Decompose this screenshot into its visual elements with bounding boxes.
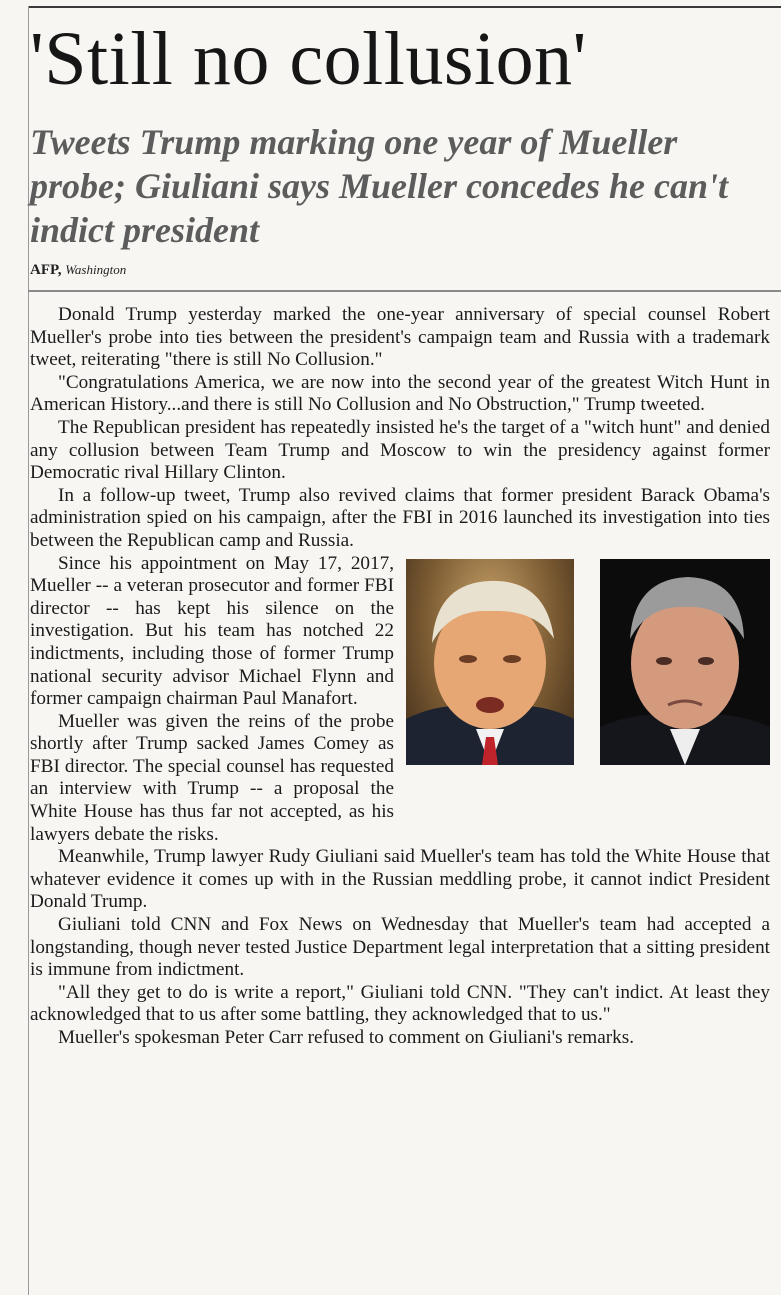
byline — [30, 262, 126, 279]
paragraph: Meanwhile, Trump lawyer Rudy Giuliani said Mueller's team has told the White House that whatever evidence it comes up with in the Russian meddling probe, it cannot indict President Donald Trump. — [30, 846, 770, 913]
left-column-rule — [28, 6, 29, 1295]
paragraph: "Congratulations America, we are now into the second year of the greatest Witch Hunt in American History...and there is still No Collusion and No Obstruction," Trump tweeted. — [30, 371, 770, 416]
photo-robert-mueller — [600, 559, 770, 765]
paragraph: Since his appointment on May 17, 2017, Mueller -- a veteran prosecutor and former FBI director -- has kept his silence on the investigation. But his team has notched 22 indictments, including those of former Trump national security advisor Michael Flynn and former campaign chairman Paul Manafort. — [30, 552, 394, 710]
paragraph: Mueller was given the reins of the probe shortly after Trump sacked James Comey as FBI director. The special counsel has requested an interview with Trump -- a proposal the White House has thus far not accepted, as his lawyers debate the risks. — [30, 710, 394, 845]
paragraph: Giuliani told CNN and Fox News on Wednesday that Mueller's team had accepted a longstanding, though never tested Justice Department legal interpretation that a sitting president is immune from indictment. — [30, 914, 770, 981]
subheadline: Tweets Trump marking one year of Mueller probe; Giuliani says Mueller concedes he can't indict president — [30, 122, 728, 250]
paragraph: Mueller's spokesman Peter Carr refused to comment on Giuliani's remarks. — [58, 1027, 634, 1048]
top-rule — [28, 6, 781, 8]
section-rule — [28, 290, 781, 292]
byline-agency: AFP, — [30, 262, 62, 278]
paragraph: Donald Trump yesterday marked the one-year anniversary of special counsel Robert Mueller's probe into ties between the president's campaign team and Russia with a trademark tweet, reiterating "there is still No Collusion." — [30, 304, 770, 371]
paragraph: The Republican president has repeatedly insisted he's the target of a "witch hunt" and denied any collusion between Team Trump and Moscow to win the presidency against former Democratic rival Hillary Clinton. — [30, 416, 770, 484]
paragraph: In a follow-up tweet, Trump also revived claims that former president Barack Obama's administration spied on his campaign, after the FBI in 2016 launched its investigation into ties between the Republican camp and Russia. — [30, 484, 770, 551]
photo-pair — [406, 559, 770, 797]
photo-donald-trump — [406, 559, 574, 765]
paragraph: "All they get to do is write a report," Giuliani told CNN. "They can't indict. At least they acknowledged that to us after some battling, they acknowledged that to us." — [30, 981, 770, 1026]
headline: 'Still no collusion' — [30, 17, 587, 101]
byline-location: Washington — [65, 262, 127, 277]
article-body — [30, 304, 770, 1050]
